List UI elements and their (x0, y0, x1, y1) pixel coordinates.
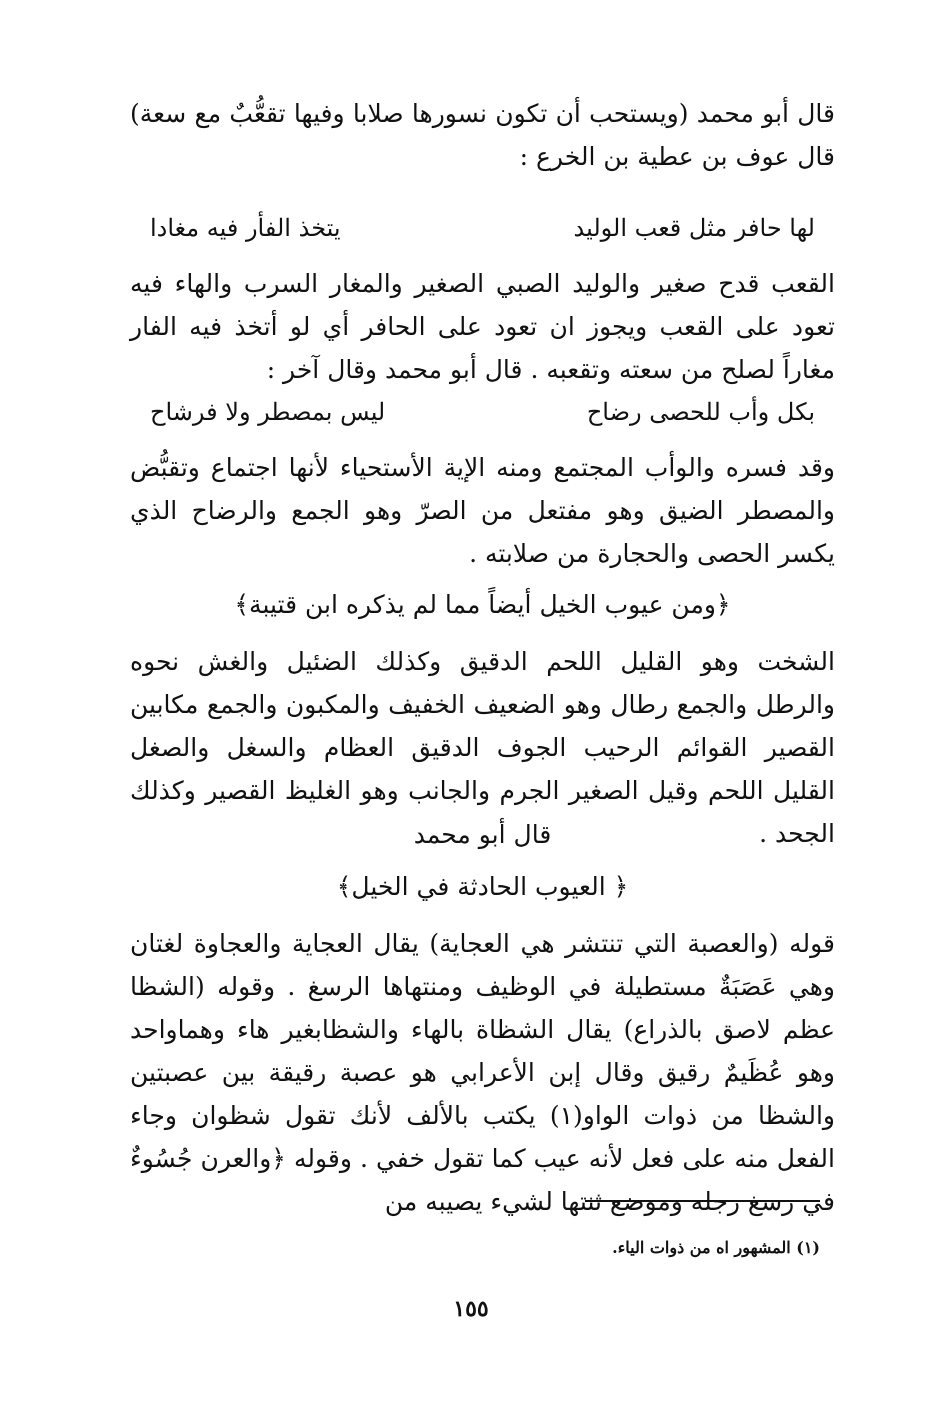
verse-line-1 (150, 214, 815, 242)
verse-1-second-hemistich: يتخذ الفأر فيه مغادا (150, 214, 341, 242)
page-number: ١٥٥ (453, 1296, 489, 1322)
footnote: (١) المشهور اه من ذوات الياء. (612, 1238, 820, 1257)
verse-1-first-hemistich: لها حافر مثل قعب الوليد (573, 214, 815, 242)
section-heading-acquired-defects: ﴿ العيوب الحادثة في الخيل﴾ (336, 872, 629, 901)
section-heading-horse-defects: ﴿ومن عيوب الخيل أيضاً مما لم يذكره ابن قتيبة﴾ (234, 590, 731, 619)
paragraph-qaab-explanation: القعب قدح صغير والوليد الصبي الصغير والمغار السرب والهاء فيه تعود على القعب ويجوز ان تعود على الحافر أي لو أتخذ فيه الفار مغاراً لصلح من سعته وتقعبه . قال أبو محمد وقال آخر : (130, 269, 835, 384)
paragraph-shakht: الشخت وهو القليل اللحم الدقيق وكذلك الضئيل والغش نحوه والرطل والجمع رطال وهو الضعيف الخفيف والمكبون والجمع مكابين القصير القوائم الرحيب الجوف الدقيق العظام والسغل والصغل القليل اللحم وقيل الصغير الجرم والجانب وهو الغليظ القصير وكذلك الجحد . (130, 647, 835, 848)
verse-2-second-hemistich: ليس بمصطر ولا فرشاح (150, 398, 386, 426)
heading-abu-muhammad: قال أبو محمد (413, 820, 552, 849)
verse-line-2 (150, 398, 815, 426)
footnote-separator (585, 1200, 820, 1202)
paragraph-intro: قال أبو محمد (ويستحب أن تكون نسورها صلابا وفيها تقعُّبٌ مع سعة) قال عوف بن عطية بن الخرع : (130, 99, 835, 171)
verse-2-first-hemistich: بكل وأب للحصى رضاح (586, 398, 815, 426)
paragraph-ajaya: قوله (والعصبة التي تنتشر هي العجاية) يقال العجاية والعجاوة لغتان وهي عَصَبَةٌ مستطيلة في الوظيف ومنتهاها الرسغ . وقوله (الشظا عظم لاصق بالذراع) يقال الشظاة بالهاء والشظابغير هاء وهماواحد وهو عُظَيمٌ رقيق وقال إبن الأعرابي هو عصبة رقيقة بين عصبتين والشظا من ذوات الواو(١) يكتب بالألف لأنك تقول شظوان وجاء الفعل منه على فعل لأنه عيب كما تقول خفي . وقوله ﴿والعرن جُسُوءٌ في رسغ رجله وموضع ثنتها لشيء يصيبه من (130, 929, 836, 1216)
paragraph-waab-explanation: وقد فسره والوأب المجتمع ومنه الإية الأستحياء لأنها اجتماع وتقبُّض والمصطر الضيق وهو مفتعل من الصرّ وهو الجمع والرضاح الذي يكسر الحصى والحجارة من صلابته . (130, 453, 835, 568)
